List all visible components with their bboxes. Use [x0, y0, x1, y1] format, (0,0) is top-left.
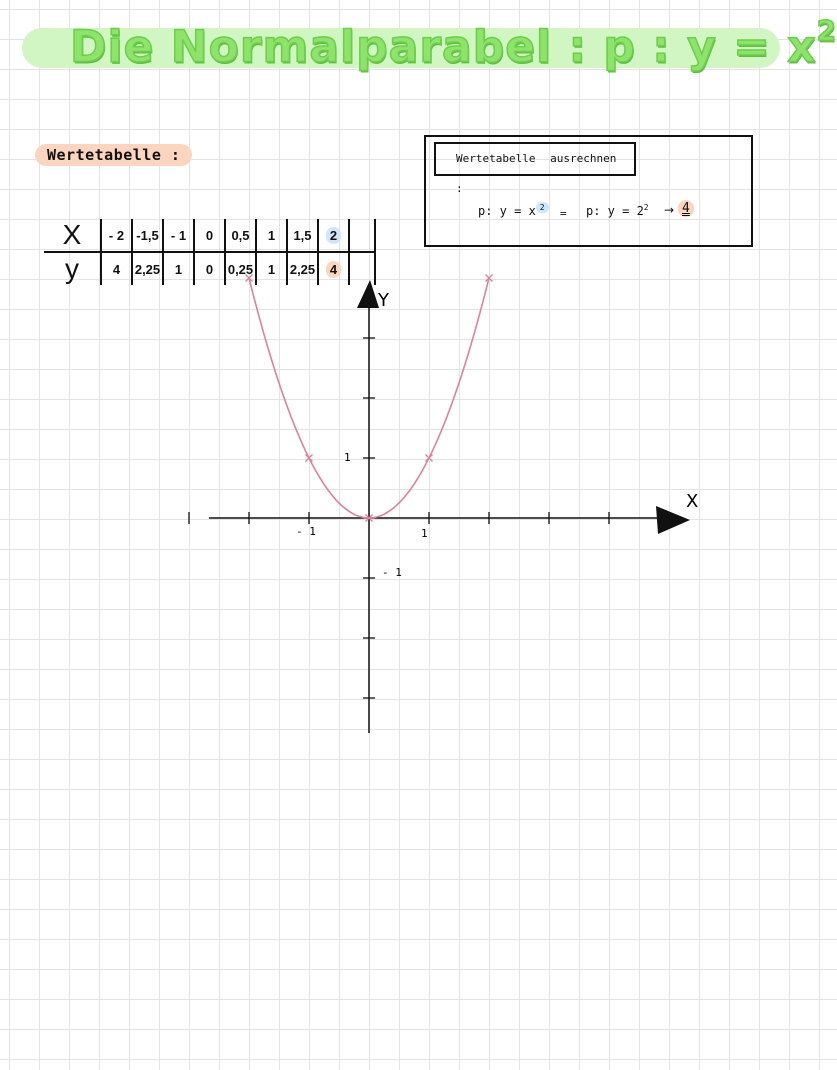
title-exponent: 2 — [816, 14, 837, 47]
data-point-marker — [306, 455, 313, 462]
y-cell: 0 — [194, 252, 225, 285]
axes — [209, 280, 690, 733]
x-cell: 1 — [256, 219, 287, 252]
arrow-icon: → — [664, 203, 675, 217]
x-cell: 1,5 — [287, 219, 318, 252]
x-cell: -1,5 — [132, 219, 163, 252]
x-header: X — [44, 219, 101, 252]
y-cell: 4 — [101, 252, 132, 285]
x-axis-arrow-icon — [656, 506, 690, 534]
x-cell: 0,5 — [225, 219, 256, 252]
y-cell: 1 — [163, 252, 194, 285]
formula-right-exp: 2 — [643, 203, 649, 212]
x-cell: - 2 — [101, 219, 132, 252]
formula-right-text: p: y = 2 — [586, 204, 644, 218]
x-tick-label: 1 — [421, 527, 428, 540]
y-axis-arrow-icon — [357, 280, 379, 308]
y-cell: 2,25 — [132, 252, 163, 285]
formula-left-text: p: y = x — [478, 204, 536, 218]
x-cell: - 1 — [163, 219, 194, 252]
title-text: Die Normalparabel : p : y = x — [70, 21, 817, 73]
x-cell: 0 — [194, 219, 225, 252]
x-axis-label: X — [686, 491, 699, 512]
formula-left-exp: 2 — [536, 202, 549, 213]
equals-sign: = — [560, 207, 567, 220]
result-text: 4 — [678, 200, 694, 217]
y-tick-label: 1 — [344, 451, 351, 464]
x-tick-label: - 1 — [296, 525, 316, 538]
y-highlight-value: 4 — [326, 261, 341, 278]
calculation-box-title: Wertetabelle ausrechnen : — [434, 142, 636, 176]
y-cell: 0,25 — [225, 252, 256, 285]
data-point-marker — [426, 455, 433, 462]
y-axis-label: Y — [378, 290, 389, 311]
y-tick-label: - 1 — [382, 566, 402, 579]
x-highlight-value: 2 — [326, 227, 341, 244]
y-header: y — [44, 252, 101, 285]
y-cell: 2,25 — [287, 252, 318, 285]
y-cell: 1 — [256, 252, 287, 285]
section-label: Wertetabelle : — [35, 144, 192, 166]
